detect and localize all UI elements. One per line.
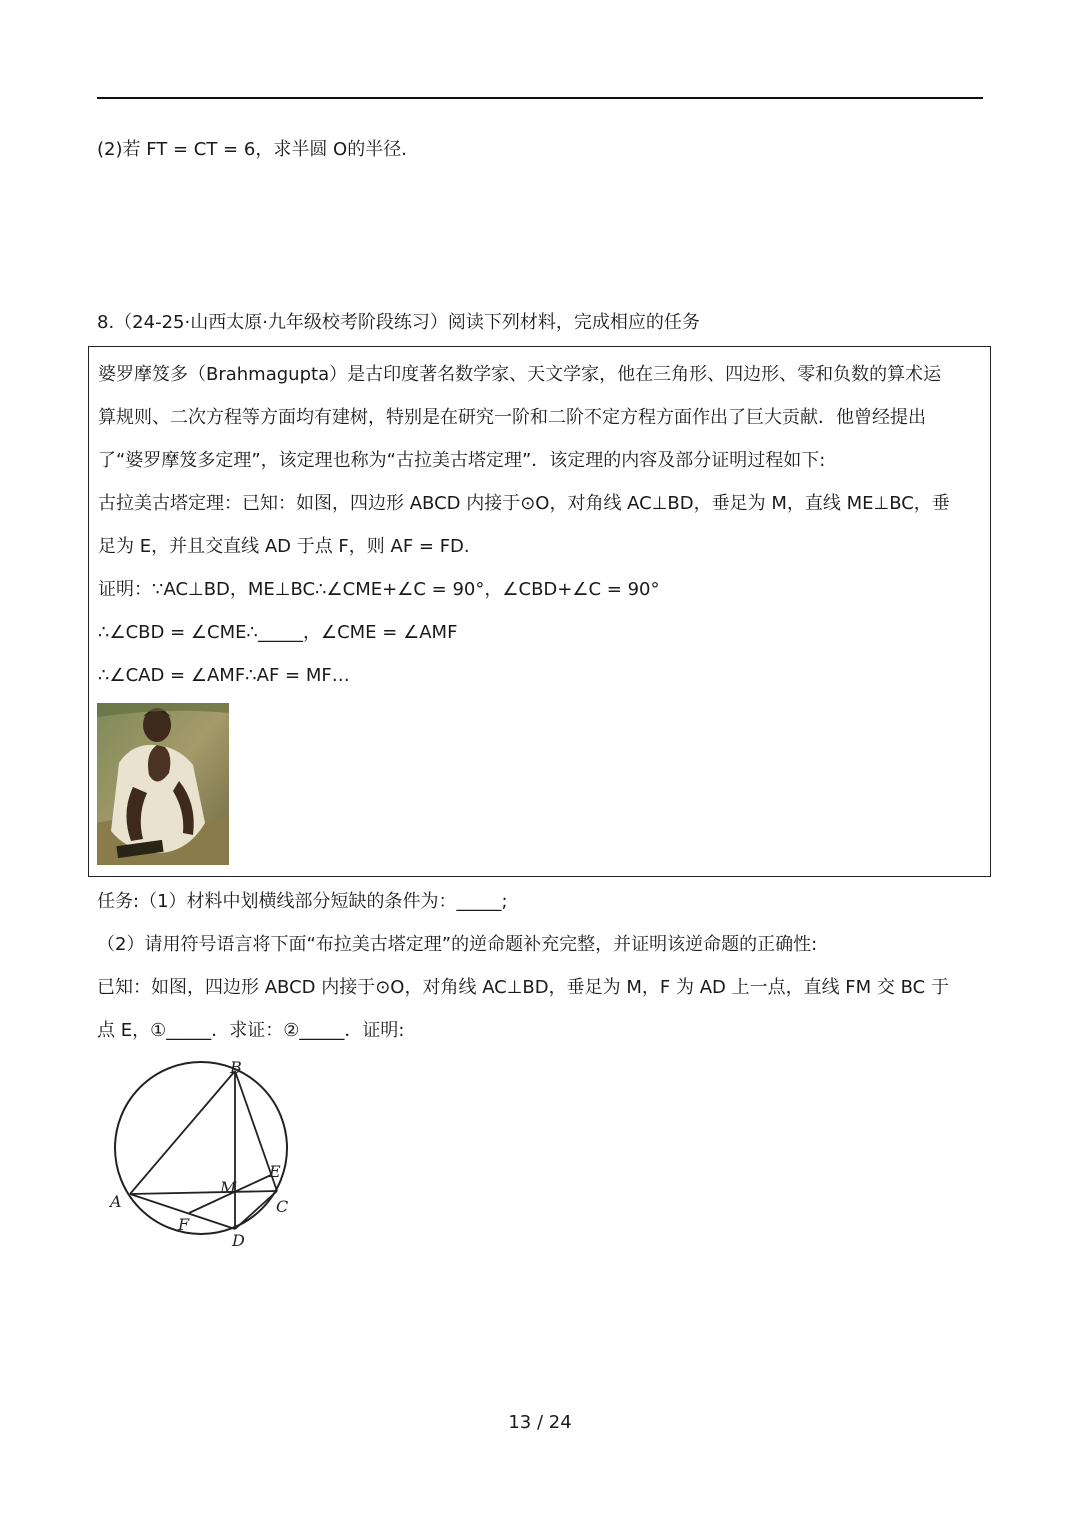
- header-rule: [97, 97, 983, 99]
- label-m: M: [220, 1178, 237, 1197]
- label-e: E: [269, 1162, 281, 1181]
- task-2-prove: 点 E，①_____．求证：②_____．证明:: [97, 1020, 405, 1041]
- proof-line: ∴∠CBD = ∠CME∴_____，∠CME = ∠AMF: [98, 622, 458, 643]
- segment-ab: [130, 1071, 235, 1194]
- problem8-heading: 8.（24-25·山西太原·九年级校考阶段练习）阅读下列材料，完成相应的任务: [97, 312, 700, 333]
- label-f: F: [178, 1215, 190, 1234]
- task-2-given: 已知：如图，四边形 ABCD 内接于⊙O，对角线 AC⊥BD，垂足为 M，F 为 AD 上一点，直线 FM 交 BC 于: [97, 977, 949, 998]
- proof-line: 证明：∵AC⊥BD，ME⊥BC∴∠CME+∠C = 90°，∠CBD+∠C = 90°: [98, 579, 660, 600]
- segment-ac: [130, 1191, 277, 1194]
- label-a: A: [110, 1192, 122, 1211]
- brahmagupta-portrait: [97, 703, 229, 865]
- label-d: D: [232, 1231, 245, 1250]
- segment-dc: [235, 1191, 277, 1229]
- label-b: B: [230, 1058, 242, 1077]
- material-line: 了“婆罗摩笈多定理”，该定理也称为“古拉美古塔定理”．该定理的内容及部分证明过程如下:: [98, 450, 826, 471]
- task-1: 任务:（1）材料中划横线部分短缺的条件为：_____;: [97, 891, 508, 912]
- material-line: 婆罗摩笈多（Brahmagupta）是古印度著名数学家、天文学家，他在三角形、四边形、零和负数的算术运: [98, 364, 942, 385]
- material-line: 古拉美古塔定理：已知：如图，四边形 ABCD 内接于⊙O，对角线 AC⊥BD，垂足为 M，直线 ME⊥BC，垂: [98, 493, 950, 514]
- geometry-diagram: [96, 1055, 306, 1250]
- part2-question: (2)若 FT = CT = 6，求半圆 O的半径.: [97, 139, 407, 160]
- label-c: C: [276, 1197, 289, 1216]
- proof-line: ∴∠CAD = ∠AMF∴AF = MF…: [98, 665, 350, 686]
- page-number: 13 / 24: [508, 1412, 572, 1433]
- material-box: [88, 346, 991, 877]
- material-line: 足为 E，并且交直线 AD 于点 F，则 AF = FD.: [98, 536, 470, 557]
- task-2: （2）请用符号语言将下面“布拉美古塔定理”的逆命题补充完整，并证明该逆命题的正确性:: [97, 934, 818, 955]
- material-line: 算规则、二次方程等方面均有建树，特别是在研究一阶和二阶不定方程方面作出了巨大贡献．他曾经提出: [98, 407, 926, 428]
